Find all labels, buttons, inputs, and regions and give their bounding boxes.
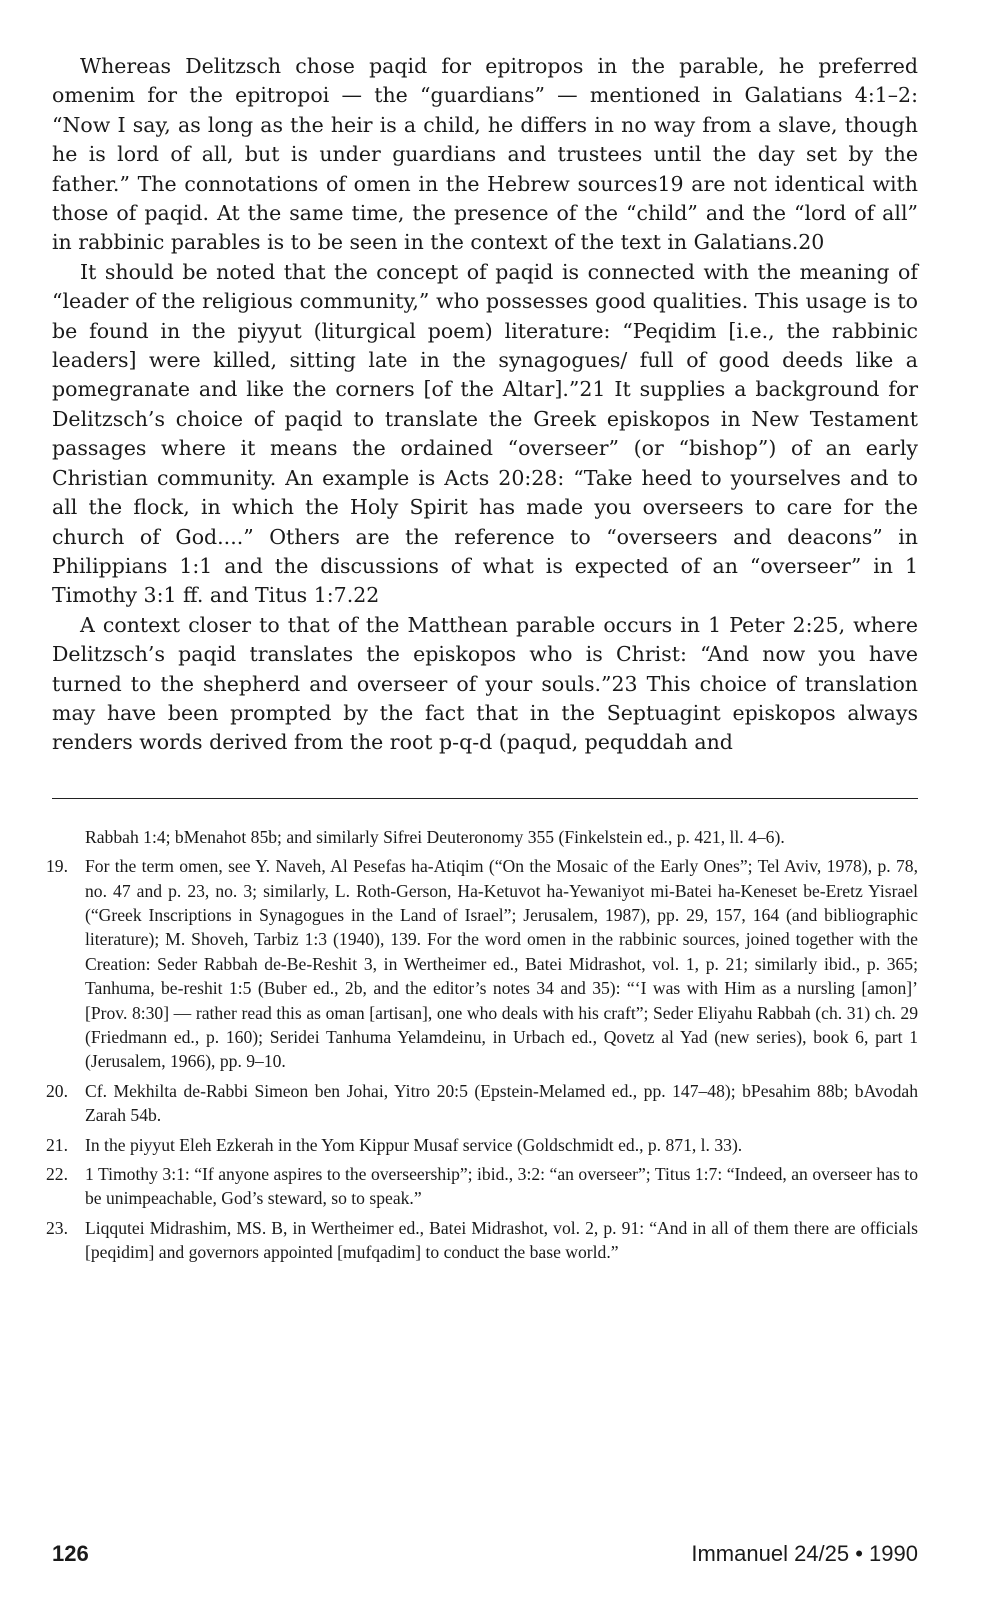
- footnotes: [46, 825, 918, 1265]
- footnote-20: [46, 1079, 918, 1128]
- footnote-19: [46, 854, 918, 1074]
- journal-info: Immanuel 24/25 • 1990: [691, 1541, 918, 1566]
- body-text: [52, 52, 918, 758]
- footnote-text: In the piyyut Eleh Ezkerah in the Yom Kippur Musaf service (Goldschmidt ed., p. 871, l. 33).: [85, 1134, 743, 1155]
- footnote-continuation: Rabbah 1:4; bMenahot 85b; and similarly Sifrei Deuteronomy 355 (Finkelstein ed., p. 421, ll. 4–6).: [85, 826, 785, 847]
- footnote-number: 23.: [46, 1217, 68, 1238]
- footnote-22: [46, 1162, 918, 1211]
- footnote-rule: [52, 798, 918, 799]
- footnote-number: 22.: [46, 1164, 68, 1185]
- footnote-text: Cf. Mekhilta de-Rabbi Simeon ben Johai, Yitro 20:5 (Epstein-Melamed ed., pp. 147–48); bPesahim 88b; bAvodah Zarah 54b.: [85, 1080, 918, 1126]
- paragraph-2: It should be noted that the concept of paqid is connected with the meaning of “leader of the religious community,” who possesses good qualities. This usage is to be found in the piyyut (liturgical poem) literature: “Peqidim [i.e., the rabbinic leaders] were killed, sitting late in the synagogues/ full of good deeds like a pomegranate and like the corners [of the Altar].”21 It supplies a background for Delitzsch’s choice of paqid to translate the Greek episkopos in New Testament passages where it means the ordained “overseer” (or “bishop”) of an early Christian community. An example is Acts 20:28: “Take heed to yourselves and to all the flock, in which the Holy Spirit has made you overseers to care for the church of God....” Others are the reference to “overseers and deacons” in Philippians 1:1 and the discussions of what is expected of an “overseer” in 1 Timothy 3:1 ff. and Titus 1:7.22: [52, 259, 918, 608]
- paragraph-1: Whereas Delitzsch chose paqid for epitropos in the parable, he preferred omenim for the epitropoi — the “guardians” — mentioned in Galatians 4:1–2: “Now I say, as long as the heir is a child, he differs in no way from a slave, though he is lord of all, but is under guardians and trustees until the day set by the father.” The connotations of omen in the Hebrew sources19 are not identical with those of paqid. At the same time, the presence of the “child” and the “lord of all” in rabbinic parables is to be seen in the context of the text in Galatians.20: [52, 54, 918, 255]
- footnote-text: For the term omen, see Y. Naveh, Al Pesefas ha-Atiqim (“On the Mosaic of the Early Ones”; Tel Aviv, 1978), p. 78, no. 47 and p. 23, no. 3; similarly, L. Roth-Gerson, Ha-Ketuvot ha-Yewaniyot mi-Batei ha-Keneset be-Eretz Yisrael (“Greek Inscriptions in Synagogues in the Land of Israel”; Jerusalem, 1987), pp. 29, 157, 164 (and bibliographic literature); M. Shoveh, Tarbiz 1:3 (1940), 139. For the word omen in the rabbinic sources, joined together with the Creation: Seder Rabbah de-Be-Reshit 3, in Wertheimer ed., Batei Midrashot, vol. 1, p. 21; similarly ibid., p. 365; Tanhuma, be-reshit 1:5 (Buber ed., 2b, and the editor’s notes 34 and 35): “‘I was with Him as a nursling [amon]’ [Prov. 8:30] — rather read this as oman [artisan], one who deals with his craft”; Seder Eliyahu Rabbah (ch. 31) ch. 29 (Friedmann ed., p. 160); Seridei Tanhuma Yelamdeinu, in Urbach ed., Qovetz al Yad (new series), book 6, part 1 (Jerusalem, 1966), pp. 9–10.: [85, 856, 918, 1072]
- footnote-text: Liqqutei Midrashim, MS. B, in Wertheimer ed., Batei Midrashot, vol. 2, p. 91: “And in all of them there are officials [peqidim] and governors appointed [mufqadim] to conduct the base world.”: [85, 1217, 918, 1263]
- footnote-21: [46, 1133, 918, 1157]
- paragraph-3: A context closer to that of the Matthean parable occurs in 1 Peter 2:25, where Delitzsch’s paqid translates the episkopos who is Christ: “And now you have turned to the shepherd and overseer of your souls.”23 This choice of translation may have been prompted by the fact that in the Septuagint episkopos always renders words derived from the root p-q-d (paqud, pequddah and: [52, 612, 918, 755]
- page: [46, 52, 918, 1270]
- footnote-number: 21.: [46, 1134, 68, 1155]
- footnote-number: 20.: [46, 1080, 68, 1101]
- footnote-number: 19.: [46, 856, 68, 877]
- footnote-23: [46, 1216, 918, 1265]
- footnote-text: 1 Timothy 3:1: “If anyone aspires to the overseership”; ibid., 3:2: “an overseer”; Titus 1:7: “Indeed, an overseer has to be unimpeachable, God’s steward, so to speak.”: [85, 1164, 918, 1209]
- page-number: 126: [52, 1541, 89, 1566]
